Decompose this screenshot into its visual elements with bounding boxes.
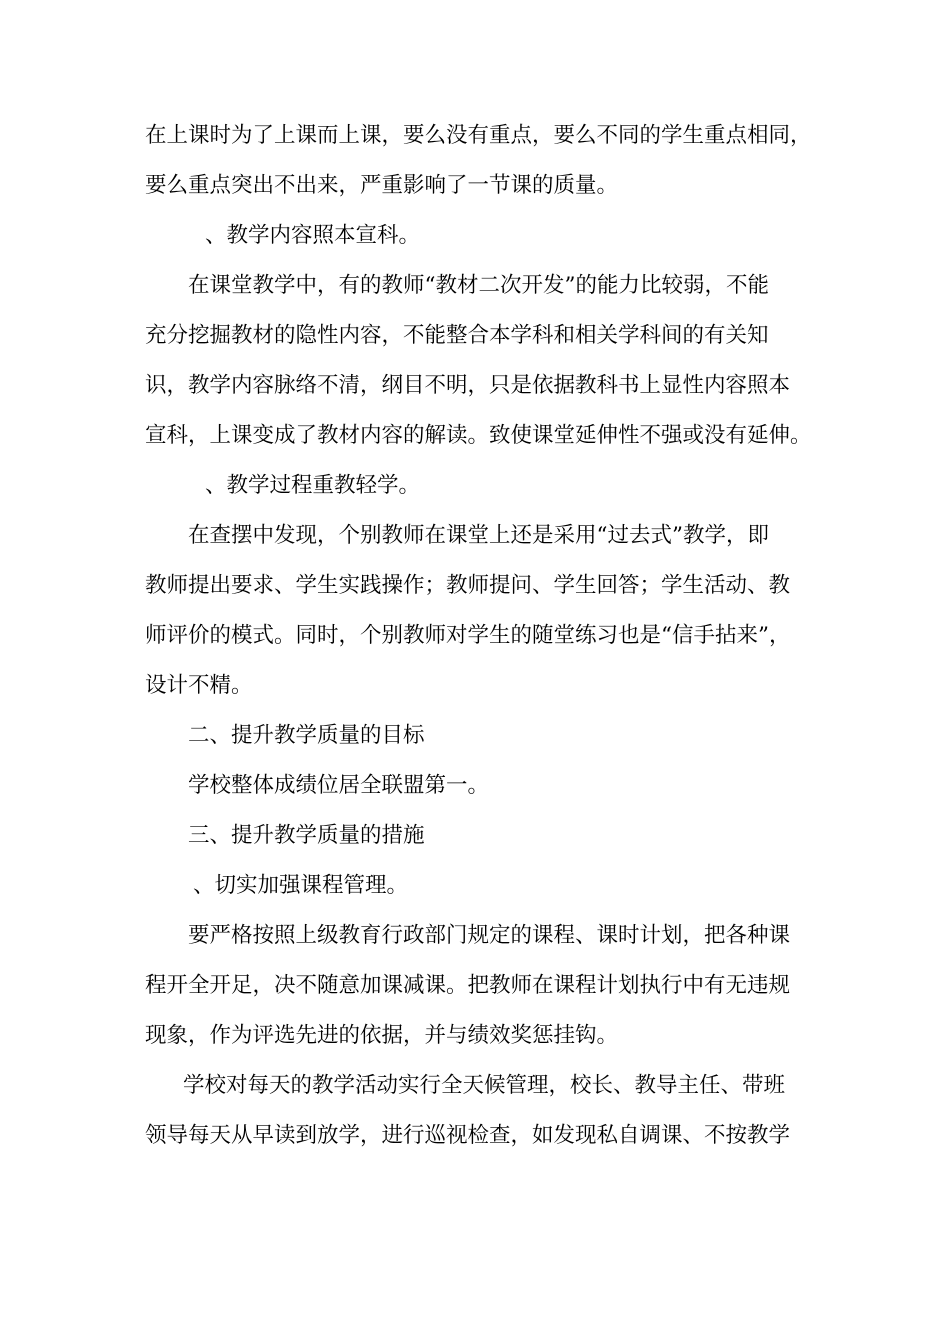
text-line-5: 充分挖掘教材的隐性内容，不能整合本学科和相关学科间的有关知 [145, 323, 769, 348]
text-line-17: 要严格按照上级教育行政部门规定的课程、课时计划，把各种课 [188, 923, 791, 948]
subheading-teaching-content: 、教学内容照本宣科。 [205, 223, 421, 248]
heading-goal: 二、提升教学质量的目标 [188, 723, 425, 748]
text-line-6: 识，教学内容脉络不清，纲目不明，只是依据教科书上显性内容照本 [145, 373, 791, 398]
text-line-12: 设计不精。 [145, 673, 253, 698]
text-line-19: 现象，作为评选先进的依据，并与绩效奖惩挂钩。 [145, 1023, 619, 1048]
text-line-10: 教师提出要求、学生实践操作；教师提问、学生回答；学生活动、教 [145, 573, 791, 598]
text-line-21: 领导每天从早读到放学，进行巡视检查，如发现私自调课、不按教学 [145, 1123, 791, 1148]
subheading-course-management: 、切实加强课程管理。 [193, 873, 409, 898]
text-line-7: 宣科，上课变成了教材内容的解读。致使课堂延伸性不强或没有延伸。 [145, 423, 812, 448]
text-line-2: 要么重点突出不出来，严重影响了一节课的质量。 [145, 173, 619, 198]
heading-measures: 三、提升教学质量的措施 [188, 823, 425, 848]
text-line-4: 在课堂教学中，有的教师“教材二次开发”的能力比较弱，不能 [188, 273, 769, 298]
text-line-9: 在查摆中发现，个别教师在课堂上还是采用“过去式”教学，即 [188, 523, 769, 548]
text-line-20: 学校对每天的教学活动实行全天候管理，校长、教导主任、带班 [183, 1073, 786, 1098]
text-line-11: 师评价的模式。同时，个别教师对学生的随堂练习也是“信手拈来”， [145, 623, 791, 648]
subheading-teaching-process: 、教学过程重教轻学。 [205, 473, 421, 498]
text-line-1: 在上课时为了上课而上课，要么没有重点，要么不同的学生重点相同， [145, 123, 812, 148]
text-line-14: 学校整体成绩位居全联盟第一。 [188, 773, 490, 798]
text-line-18: 程开全开足，决不随意加课减课。把教师在课程计划执行中有无违规 [145, 973, 791, 998]
